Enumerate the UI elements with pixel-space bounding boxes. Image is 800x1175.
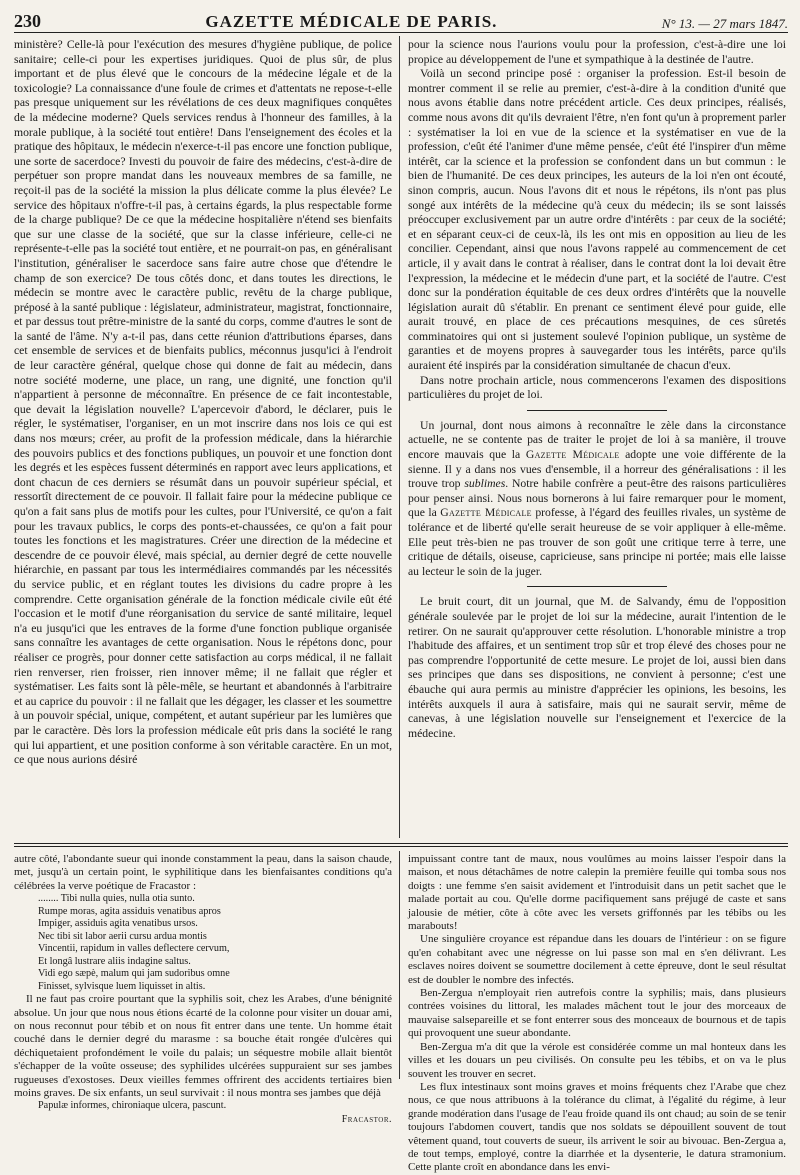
feuilleton-paragraph: Il ne faut pas croire pourtant que la syphilis soit, chez les Arabes, d'une bénignité absolue. Un jour que nous nous étions écarté de la colonne pour visiter un douar ami, on nous reconnut pour tébib et on nous fit entrer dans une tente. Un homme était couché dans le dernier degré du marasme : sa bouche était rongée d'ulcères qui déchiquetaient profondément le voile du palais; un séquestre mobile allait bientôt s'échapper de la voûte osseuse; des syphilides ulcérées suppuraient sur ses jambes rugueuses d'exostoses. Deux vieilles femmes offrirent des accidents tertiaires bien moins graves. De six enfants, un seul survivait : il nous montra ses jambes que déjà [14,993,392,1100]
emphasis-word: sublimes [464,477,506,491]
feuilleton-divider [14,843,788,844]
article-column-right [408,38,786,836]
feuilleton-paragraph: Les flux intestinaux sont moins graves et moins fréquents chez l'Arabe que chez nous, ce que nous attribuons à la tolérance du climat, à l'égalité du régime, à leur grande modération dans l'usage de l'eau froide quand ils ont chaud; au soin de se tenir toujours l'abdomen couvert, tandis que nos soldats se dépouillent souvent de tout vêtement quand, tout couverts de sueur, ils arrivent le soir au bivouac. Ben-Zergua a, de tout temps, employé, contre la diarrhée et la dysenterie, le datura stramonium. Cette plante croît en abondance dans les envi- [408,1080,786,1174]
section-separator [527,586,667,587]
feuilleton-paragraph: autre côté, l'abondante sueur qui inonde constamment la peau, dans la saison chaude, met, jusqu'à un certain point, le syphilitique dans les bienfaisantes conditions qu'a célébrées la verve poétique de Fracastor : [14,853,392,892]
latin-verse-2 [38,1100,392,1113]
column-divider [399,36,400,838]
verse-line: Finisset, sylvisque luem liquisset in altis. [38,980,206,992]
verse-line: Rumpe moras, agita assiduis venatibus apros [38,905,221,917]
feuilleton-paragraph: Une singulière croyance est répandue dans les douars de l'intérieur : on se figure qu'en cohabitant avec une négresse on lui passe son mal en s'en délivrant. Les esclaves noires doivent se soumettre docilement à cette épreuve, dont le seul résultat est de doubler le nombre des infectés. [408,933,786,986]
article-column-left [14,38,392,836]
verse-line: Vidi ego sæpè, malum qui jam sudoribus omne [38,968,230,980]
verse-line: Nec tibi sit labor aerii cursu ardua montis [38,930,207,942]
page-number: 230 [14,11,41,31]
verse-line: Papulæ informes, chironiaque ulcera, pascunt. [38,1100,227,1112]
journal-title: GAZETTE MÉDICALE DE PARIS. [205,12,498,31]
feuilleton-paragraph: Ben-Zergua m'a dit que la vérole est considérée comme un mal honteux dans les villes et les douars un peu civilisés. On consulte peu les tébibs, et on va le plus souvent les trouver en secret. [408,1040,786,1080]
verse-line: ........ Tibi nulla quies, nulla otia sunto. [38,893,195,905]
news-item-salvandy: Le bruit court, dit un journal, que M. de Salvandy, ému de l'opposition générale soulevée par le projet de loi sur la médecine, aurait l'intention de le retirer. On ne saurait qu'approuver cette résolution. L'honorable ministre a trop l'habitude des affaires, et un sentiment trop sûr et trop élevé des choses pour ne pas comprendre l'opportunité de cette mesure. Le projet de loi, aussi bien dans ses principes que dans ses dispositions, ne convient à personne; c'est une ébauche qui aura permis au ministre d'apprécier les opinions, les besoins, les intérêts auxquels il aura à satisfaire, mais qui ne saurait servir, même de canevas, à une législation nouvelle sur l'enseignement et l'exercice de la médecine. [408,595,786,740]
latin-verse [38,893,392,993]
article-paragraph: Dans notre prochain article, nous commencerons l'examen des dispositions particulières du projet de loi. [408,373,786,402]
verse-line: Impiger, assiduis agita venatibus ursos. [38,918,198,930]
article-paragraph: ministère? Celle-là pour l'exécution des mesures d'hygiène publique, de police sanitaire; celle-ci pour les expertises juridiques. Quoi de plus sûr, de plus important et de plus élevé que le concours de la médecine légale et de la toxicologie? La connaissance d'une foule de crimes et d'attentats ne repose-t-elle pas presque uniquement sur les révélations de ces deux magnifiques conquêtes de la médecine moderne? Quels services rendus à l'honneur des familles, à la morale publique, à la société tout entière! Dans l'enseignement des écoles et la pratique des hôpitaux, le médecin n'exerce-t-il pas encore une fonction publique, une sorte de sacerdoce? Investi du pouvoir de faire des médecins, c'est-à-dire de perpétuer son propre mandat dans les nouveaux membres de sa famille, ne reçoit-il pas de la société la mission la plus délicate comme la plus élevée? Le service des hôpitaux n'offre-t-il pas, à certains égards, la plus respectable forme de la charge publique? De ce que la médecine hospitalière n'étend ses bienfaits que sur une classe de la société, que sur la classe inférieure, celle-ci ne représente-t-elle pas la société tout entière, et ne pourrait-on pas, en généralisant l'institution, généraliser le sacerdoce sans faire autre chose que d'étendre le champ de son exercice? De tous côtés donc, et dans toutes les directions, le médecin se montre avec le caractère public, revêtu de la charge publique, préposé à la santé publique : législateur, administrateur, magistrat, fonctionnaire, et par dessus tout prêtre-ministre de la santé du corps, comme d'autres le sont de la santé de l'âme. N'y a-t-il pas, dans cette réunion d'attributions éparses, dans cet ensemble de services et de bienfaits publics, méconnus jusqu'ici à l'endroit de leur caractère général, quelque chose qui donne de fait au médecin, dans notre société moderne, une place, un rang, une dignité, une fonction qu'il n'appartient à personne de méconnaître. En présence de ce fait incontestable, que devait la législation nouvelle? L'apercevoir d'abord, le déclarer, puis le régler, le systématiser, l'organiser, en un mot inscrire dans nos lois ce qui est dans nos mœurs; créer, au profit de la profession médicale, dans la hiérarchie des pouvoirs publics et des fonctions publiques, un pouvoir et une fonction dont les degrés et les espèces fussent déterminés en rapport avec leurs applications, et dont chacun de ces derniers se résumât dans un pouvoir supérieur spécial, et ressortît directement de ce pouvoir. Il fallait faire pour la médecine publique ce qu'on a fait sans plus de motifs pour les cultes, pour l'Université, ce qu'on a fait pour les travaux publics, le corps des ponts-et-chaussées, ce qu'on a fait pour toutes les fonctions et les magistratures. Créer une direction de la médecine et descendre de ce pouvoir élevé, mais spécial, au dernier degré de cette nouvelle hiérarchie, en passant par tous les intermédiaires commandés par les nécessités du service public, et en réglant toutes les divisions du cadre propre à les comprendre. Cette organisation générale de la fonction médicale civile eût été l'occasion et le motif d'une réorganisation du service de santé militaire, lequel n'a eu jusqu'ici que les entraves de la forme d'une fonction publique organisée sans connaître les avantages de cette organisation. Nous le répétons donc, pour réaliser ce progrès, pour donner cette satisfaction au corps médical, il ne fallait rien renverser, rien froisser, rien innover même; il ne fallait que régler et systématiser. Les faits sont là pêle-mêle, se heurtant et abandonnés à l'arbitraire et au caprice du pouvoir : il ne fallait que les dégager, les classer et les soumettre à un pouvoir spécial, unique, compétent, et autant supérieur par les lumières que par le caractère. Dès lors la profession médicale eût pris dans la société le rang qui lui appartient, et une position conforme à son véritable caractère. En un mot, ce que nous aurions désiré [14,38,392,767]
gazette-name: Gazette Médicale [440,506,532,520]
feuilleton-column-left [14,853,392,1125]
article-paragraph: pour la science nous l'aurions voulu pour la profession, c'est-à-dire une loi propice au développement de l'une et sympathique à la destinée de l'autre. [408,38,786,66]
news-item-journal-critique: Un journal, dont nous aimons à reconnaître le zèle dans la circonstance actuelle, ne se contente pas de traiter le projet de loi à sa manière, il trouve encore mauvais que la Gazette Médicale adopte une voie différente de la sienne. Il y a dans nos vues d'ensemble, il a horreur des généralisations : il les trouve trop sublimes. Notre habile confrère a peut-être des raisons particulières pour penser ainsi. Nous nous bornerons à lui faire remarquer pour le moment, que la Gazette Médicale professe, à l'égard des feuilles rivales, un système de tolérance et de liberté qu'elle serait heureuse de se voir appliquer à elle-même. Elle peut très-bien ne pas trouver de son goût une critique terre à terre, une critique de détails, oiseuse, capricieuse, sans principe ni portée; mais elle laisse au lecteur le soin de la juger. [408,418,787,578]
feuilleton-divider-thin [14,846,788,847]
issue-info: N° 13. — 27 mars 1847. [661,16,788,31]
verse-line: Vincentii, rapidum in valles deflectere cervum, [38,943,230,955]
verse-attribution: Fracastor. [341,1113,392,1125]
verse-line: Et longâ lustrare aliis indagine saltus. [38,955,191,967]
feuilleton-paragraph: impuissant contre tant de maux, nous voulûmes au moins laisser l'espoir dans la maison, et nous détachâmes de notre calepin la première feuille qui tomba sous nos doigts : une femme s'en saisit avidement et l'introduisit dans un petit sachet que le malade portait au cou. Qu'elle dorme pacifiquement sans préjugé de caste et sans jalousie de métier, côte à côte avec les versets griffonnés par les tébibs ou les marabouts! [408,853,786,933]
gazette-name: Gazette Médicale [525,448,620,462]
feuilleton-paragraph: Ben-Zergua n'employait rien autrefois contre la syphilis; mais, dans plusieurs contrées voisines du littoral, les malades mâchent tout le jour des morceaux de mauvaise salsepareille et se font enterrer sous des monceaux de bournous et de tapis qui provoquent une sueur abondante. [408,987,786,1040]
column-divider [399,851,400,1079]
feuilleton-column-right [408,853,786,1174]
page-header [14,4,788,33]
section-separator [527,410,667,411]
article-paragraph: Voilà un second principe posé : organiser la profession. Est-il besoin de montrer comment il se relie au premier, c'est-à-dire à la condition d'unité que nous avons établie dans notre précédent article. Ces deux principes, réalisés, comme nous avons dit qu'ils devraient l'être, n'en font qu'un à proprement parler : systématiser la loi en vue de la science et la systématiser en vue de la profession, c'eût été l'animer d'une même pensée, c'eût été l'inspirer d'un même intérêt, car la science et la profession se confondent dans un but commun : le bien de l'humanité. De ces deux principes, les auteurs de la loi n'en ont écouté, sinon compris, aucun. Nous l'avons dit et nous le répétons, ils n'ont pas plus songé aux intérêts de la médecine qu'à ceux du médecin; ils se sont laissés préoccuper exclusivement par un autre ordre d'intérêts : par ceux de la société; et en séparant ceux-ci de ceux-là, ils les ont mis en opposition au lieu de les concilier. Cependant, ainsi que nous l'avons rappelé au commencement de cet article, il y avait dans le contrat à réaliser, dans le contrat dont la loi devait être l'expression, la médecine et le médecin d'une part, et la société de l'autre. C'est donc sur la pondération équitable de ces deux ordres d'intérêts que la nouvelle législation aurait dû s'établir. En prenant ce sentiment élevé pour guide, elle aurait trouvé, en place de ces précautions mesquines, de ces sûretés comminatoires qui ont si justement soulevé l'opinion publique, un système de garanties et de moyens propres à sauvegarder tous les intérêts, parce qu'ils auraient été inspirés par la considération simultanée de chacun d'eux. [408,67,786,373]
